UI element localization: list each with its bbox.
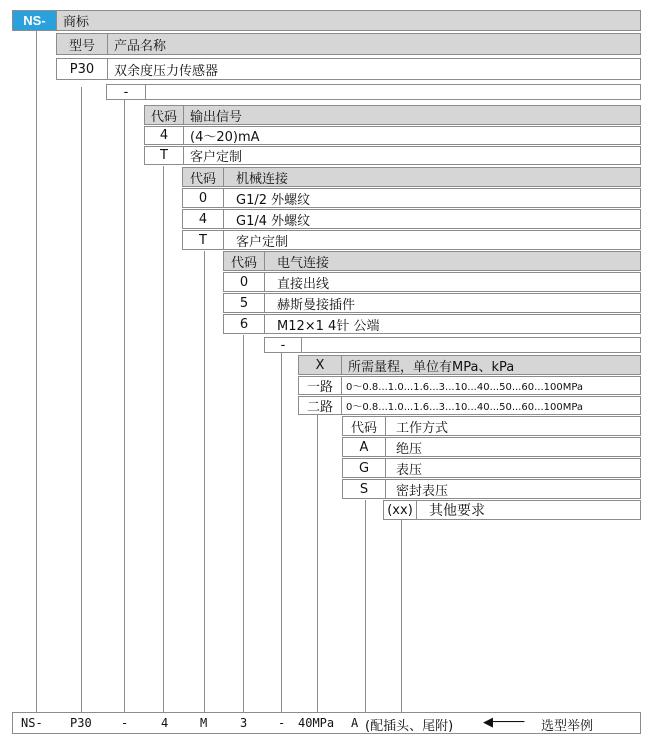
electrical-row	[223, 293, 641, 313]
output-row	[144, 126, 641, 145]
mode-row	[342, 458, 641, 478]
electrical-row	[223, 272, 641, 292]
mechanical-name: G1/2 外螺纹	[223, 189, 310, 207]
mechanical-row	[182, 209, 641, 229]
electrical-header-row	[223, 251, 641, 271]
connector-line-separator2	[281, 353, 282, 712]
electrical-code: 0	[239, 274, 249, 290]
electrical-code: 5	[239, 295, 249, 311]
range-code: 二路	[306, 400, 333, 415]
example-part: A	[351, 716, 359, 730]
range-values: 0～0.8...1.0...1.6...3...10...40...50...60...100MPa	[341, 377, 583, 394]
connector-line-range	[317, 415, 318, 712]
example-part: 40MPa	[298, 716, 335, 730]
model-header-row	[56, 33, 641, 55]
connector-line-mechanical	[204, 251, 205, 712]
electrical-name: 赫斯曼接插件	[264, 294, 355, 312]
brand-prefix: NS-	[13, 11, 57, 30]
separator1-row	[106, 84, 641, 100]
electrical-name: M12×1 4针 公端	[264, 315, 379, 333]
mode-code: A	[359, 439, 369, 455]
mode-code: G	[358, 460, 370, 476]
mechanical-row	[182, 230, 641, 250]
range-header-row	[298, 355, 641, 375]
output-code: T	[160, 148, 168, 163]
connector-line-output	[163, 166, 164, 712]
connector-line-separator1	[124, 100, 125, 712]
output-header-name: 输出信号	[183, 106, 242, 124]
mechanical-row	[182, 188, 641, 208]
mode-name: 绝压	[385, 438, 422, 456]
range-header-code: X	[315, 357, 325, 373]
electrical-code: 6	[239, 316, 249, 332]
mode-name: 密封表压	[385, 480, 448, 498]
brand-row	[12, 10, 641, 31]
mode-row	[342, 479, 641, 499]
separator2: -	[280, 337, 286, 353]
example-part: -	[278, 716, 286, 730]
example-part: M	[200, 716, 208, 730]
output-header-row	[144, 105, 641, 125]
electrical-row	[223, 314, 641, 334]
other-row	[383, 500, 641, 520]
electrical-header-code: 代码	[230, 255, 257, 271]
mechanical-code: 0	[198, 190, 208, 206]
mechanical-header-name: 机械连接	[223, 168, 288, 186]
example-part: (配插头、尾附)	[365, 719, 454, 734]
separator1: -	[123, 84, 129, 100]
example-row	[12, 712, 641, 734]
mechanical-name: 客户定制	[223, 231, 288, 249]
mechanical-name: G1/4 外螺纹	[223, 210, 310, 228]
range-header-name: 所需量程，单位有MPa、kPa	[341, 356, 514, 374]
connector-line-mode	[365, 500, 366, 712]
output-row	[144, 146, 641, 165]
mechanical-header-code: 代码	[189, 171, 216, 187]
output-code: 4	[159, 128, 169, 143]
connector-line-brand	[36, 30, 37, 712]
example-part: 3	[240, 716, 248, 730]
output-name: 客户定制	[183, 147, 242, 164]
range-values: 0～0.8...1.0...1.6...3...10...40...50...60...100MPa	[341, 397, 583, 414]
other-code: (xx)	[387, 502, 413, 518]
mechanical-code: T	[199, 232, 207, 248]
mode-name: 表压	[385, 459, 422, 477]
example-arrow: ◀────	[483, 715, 525, 730]
range-code: 一路	[306, 380, 333, 395]
example-part: P30	[70, 716, 92, 730]
model-header-name: 产品名称	[107, 34, 166, 54]
mechanical-code: 4	[198, 211, 208, 227]
separator2-row	[264, 337, 641, 353]
mode-row	[342, 437, 641, 457]
electrical-header-name: 电气连接	[264, 252, 329, 270]
brand-label: 商标	[63, 15, 90, 30]
mechanical-header-row	[182, 167, 641, 187]
connector-line-other	[401, 520, 402, 712]
example-part: 4	[161, 716, 169, 730]
electrical-name: 直接出线	[264, 273, 329, 291]
example-part: NS-	[21, 716, 43, 730]
model-code: P30	[69, 61, 95, 77]
model-name: 双余度压力传感器	[107, 59, 218, 79]
connector-line-electrical	[243, 335, 244, 712]
model-header-code: 型号	[68, 38, 95, 54]
example-part: -	[121, 716, 129, 730]
example-label: 选型举例	[541, 719, 594, 734]
mode-header-name: 工作方式	[385, 417, 448, 435]
output-name: (4～20)mA	[183, 127, 260, 144]
range-row	[298, 396, 641, 415]
model-row	[56, 58, 641, 80]
output-header-code: 代码	[150, 109, 177, 125]
mode-header-row	[342, 416, 641, 436]
other-name: 其他要求	[416, 501, 485, 519]
range-row	[298, 376, 641, 395]
mode-header-code: 代码	[350, 420, 377, 436]
connector-line-model	[81, 87, 82, 712]
mode-code: S	[359, 481, 369, 497]
